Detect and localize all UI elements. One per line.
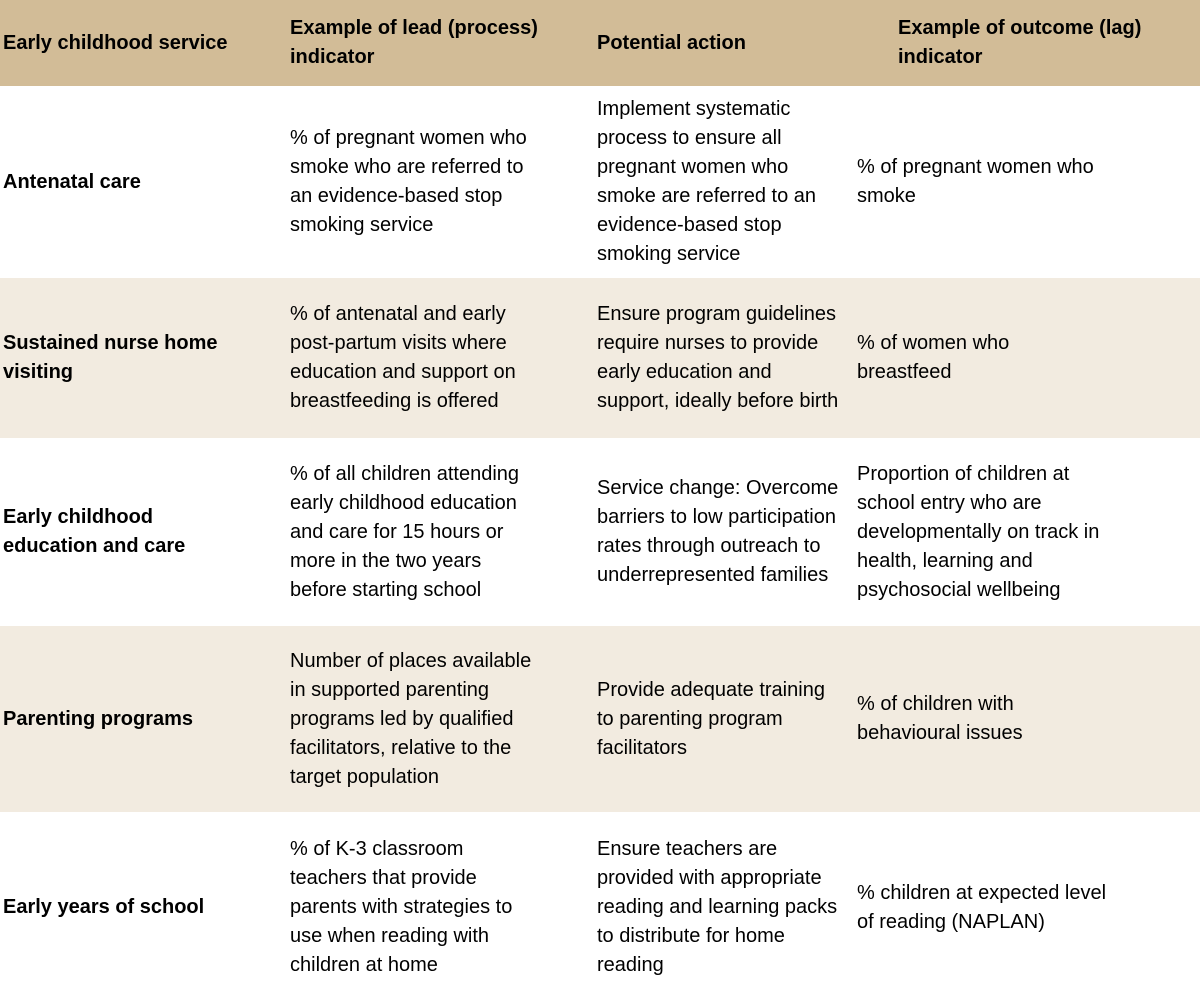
service-cell: Early childhood education and care	[3, 506, 186, 557]
service-cell: Antenatal care	[3, 170, 141, 193]
service-cell: Sustained nurse home visiting	[3, 332, 218, 383]
table-row	[0, 438, 1200, 626]
header-cell-potential-action: Potential action	[594, 0, 854, 86]
potential-action-cell: Provide adequate training to parenting program facilitators	[597, 678, 825, 759]
table-row	[0, 278, 1200, 438]
header-cell-lead-indicator: Example of lead (process) indicator	[288, 0, 594, 86]
table-row	[0, 812, 1200, 1003]
lead-indicator-cell: % of pregnant women who smoke who are referred to an evidence-based stop smoking service	[290, 127, 527, 236]
header-cell-service: Early childhood service	[0, 0, 288, 86]
potential-action-cell: Ensure program guidelines require nurses to provide early education and support, ideally before birth	[597, 303, 839, 412]
potential-action-cell: Implement systematic process to ensure all pregnant women who smoke are referred to an evidence-based stop smoking service	[597, 98, 816, 265]
header-cell-outcome-indicator: Example of outcome (lag) indicator	[854, 0, 1200, 86]
outcome-indicator-cell: % children at expected level of reading (NAPLAN)	[857, 881, 1107, 933]
lead-indicator-cell: Number of places available in supported parenting programs led by qualified facilitators, relative to the target population	[290, 649, 532, 788]
outcome-indicator-cell: % of children with behavioural issues	[857, 693, 1023, 744]
service-cell: Parenting programs	[3, 707, 194, 730]
table-header-row	[0, 0, 1200, 86]
service-cell: Early years of school	[3, 896, 205, 918]
potential-action-cell: Ensure teachers are provided with appropriate reading and learning packs to distribute for home reading	[597, 838, 838, 976]
outcome-indicator-cell: Proportion of children at school entry who are developmentally on track in health, learning and psychosocial wellbeing	[857, 462, 1100, 601]
outcome-indicator-cell: % of women who breastfeed	[857, 332, 1010, 383]
table-row	[0, 626, 1200, 812]
potential-action-cell: Service change: Overcome barriers to low participation rates through outreach to underrepresented families	[597, 477, 839, 586]
lead-indicator-cell: % of antenatal and early post-partum visits where education and support on breastfeeding is offered	[290, 303, 516, 412]
outcome-indicator-cell: % of pregnant women who smoke	[857, 156, 1094, 207]
lead-indicator-cell: % of all children attending early childhood education and care for 15 hours or more in the two years before starting school	[290, 462, 520, 601]
table-row	[0, 86, 1200, 278]
lead-indicator-cell: % of K-3 classroom teachers that provide parents with strategies to use when reading with children at home	[290, 838, 513, 976]
